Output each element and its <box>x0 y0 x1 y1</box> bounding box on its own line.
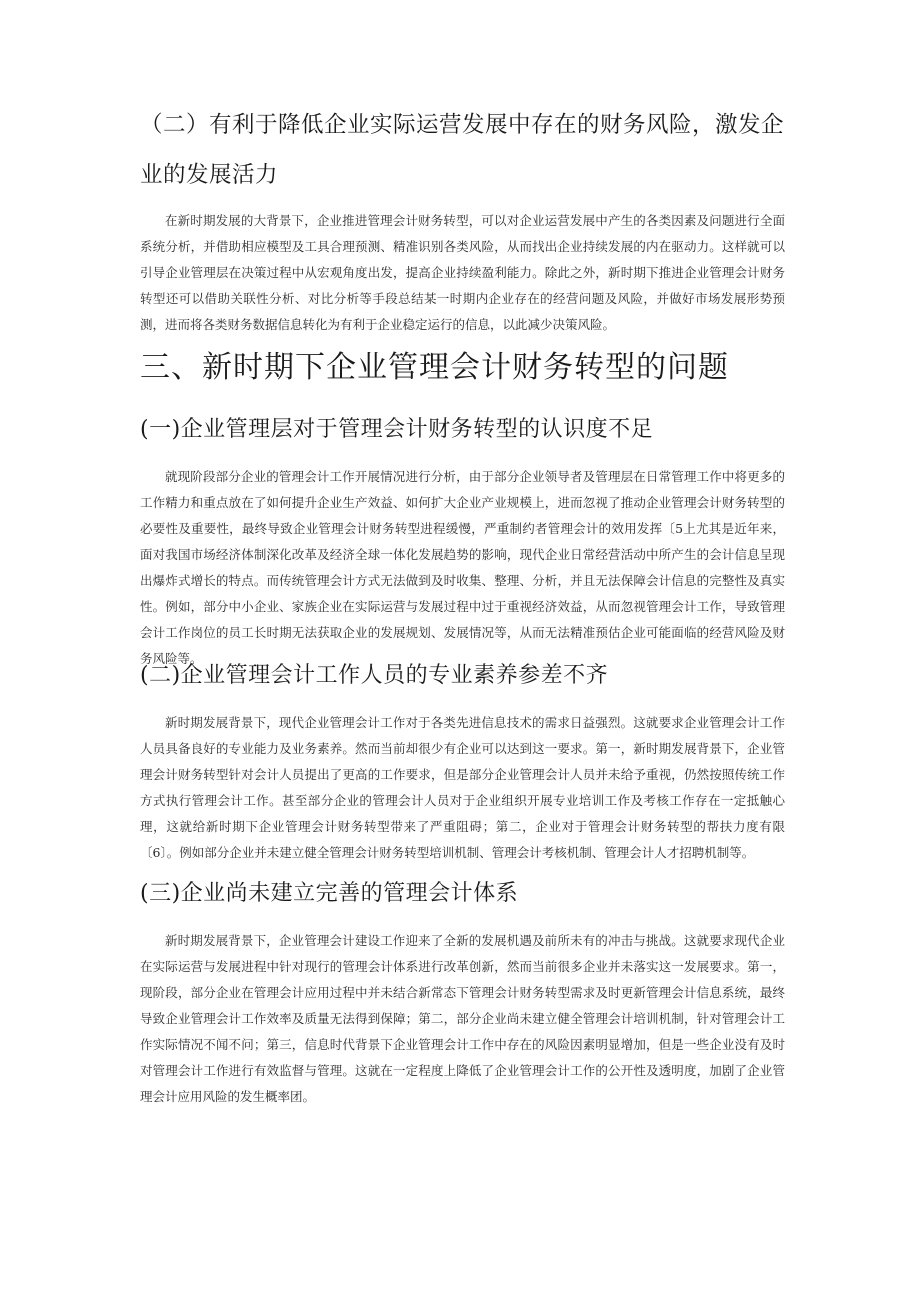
paragraph-3-block <box>140 710 785 866</box>
section-heading: 三、新时期下企业管理会计财务转型的问题 <box>140 350 729 385</box>
subsection-heading: (二)企业管理会计工作人员的专业素养参差不齐 <box>140 663 609 688</box>
subsection-heading-3-2-block <box>140 660 785 692</box>
subsection-heading-3-1-block <box>140 414 785 446</box>
subsection-heading: (一)企业管理层对于管理会计财务转型的认识度不足 <box>140 417 654 442</box>
section-heading-3-block <box>140 348 785 388</box>
subsection-heading: （二）有利于降低企业实际运营发展中存在的财务风险，激发企业的发展活力 <box>140 112 785 188</box>
subsection-heading-3-3-block <box>140 878 785 910</box>
subsection-heading-2-2-block <box>140 100 785 200</box>
body-paragraph: 就现阶段部分企业的管理会计工作开展情况进行分析，由于部分企业领导者及管理层在日常管理工作中将更多的工作精力和重点放在了如何提升企业生产效益、如何扩大企业产业规模上，进而忽视了推动企业管理会计财务转型的必要性及重要性，最终导致企业管理会计财务转型进程缓慢，严重制约者管理会计的效用发挥〔5上尤其是近年来，面对我国市场经济体制深化改革及经济全球一体化发展趋势的影响，现代企业日常经营活动中所产生的会计信息呈现出爆炸式增长的特点。而传统管理会计方式无法做到及时收集、整理、分析，并且无法保障会计信息的完整性及真实性。例如，部分中小企业、家族企业在实际运营与发展过程中过于重视经济效益，从而忽视管理会计工作，导致管理会计工作岗位的员工长时期无法获取企业的发展规划、发展情况等，从而无法精准预估企业可能面临的经营风险及财务风险等。 <box>140 469 785 666</box>
paragraph-1-block <box>140 208 785 338</box>
paragraph-2-block <box>140 464 785 672</box>
subsection-heading: (三)企业尚未建立完善的管理会计体系 <box>140 881 519 906</box>
body-paragraph: 新时期发展背景下，企业管理会计建设工作迎来了全新的发展机遇及前所未有的冲击与挑战。这就要求现代企业在实际运营与发展进程中针对现行的管理会计体系进行改革创新，然而当前很多企业并未落实这一发展要求。第一，现阶段，部分企业在管理会计应用过程中并未结合新常态下管理会计财务转型需求及时更新管理会计信息系统，最终导致企业管理会计工作效率及质量无法得到保障；第二，部分企业尚未建立健全管理会计培训机制，针对管理会计工作实际情况不闻不问；第三，信息时代背景下企业管理会计工作中存在的风险因素明显增加，但是一些企业没有及时对管理会计工作进行有效监督与管理。这就在一定程度上降低了企业管理会计工作的公开性及透明度，加剧了企业管理会计应用风险的发生概率团。 <box>140 933 785 1104</box>
paragraph-4-block <box>140 928 785 1110</box>
body-paragraph: 在新时期发展的大背景下，企业推进管理会计财务转型，可以对企业运营发展中产生的各类因素及问题进行全面系统分析，并借助相应模型及工具合理预测、精准识别各类风险，从而找出企业持续发展的内在驱动力。这样就可以引导企业管理层在决策过程中从宏观角度出发，提高企业持续盈利能力。除此之外，新时期下推进企业管理会计财务转型还可以借助关联性分析、对比分析等手段总结某一时期内企业存在的经营问题及风险，并做好市场发展形势预测，进而将各类财务数据信息转化为有利于企业稳定运行的信息，以此减少决策风险。 <box>140 213 785 332</box>
body-paragraph: 新时期发展背景下，现代企业管理会计工作对于各类先进信息技术的需求日益强烈。这就要求企业管理会计工作人员具备良好的专业能力及业务素养。然而当前却很少有企业可以达到这一要求。第一，新时期发展背景下，企业管理会计财务转型针对会计人员提出了更高的工作要求，但是部分企业管理会计人员并未给予重视，仍然按照传统工作方式执行管理会计工作。甚至部分企业的管理会计人员对于企业组织开展专业培训工作及考核工作存在一定抵触心理，这就给新时期下企业管理会计财务转型带来了严重阻碍；第二，企业对于管理会计财务转型的帮扶力度有限〔6〕。例如部分企业并未建立健全管理会计财务转型培训机制、管理会计考核机制、管理会计人才招聘机制等。 <box>140 715 785 860</box>
